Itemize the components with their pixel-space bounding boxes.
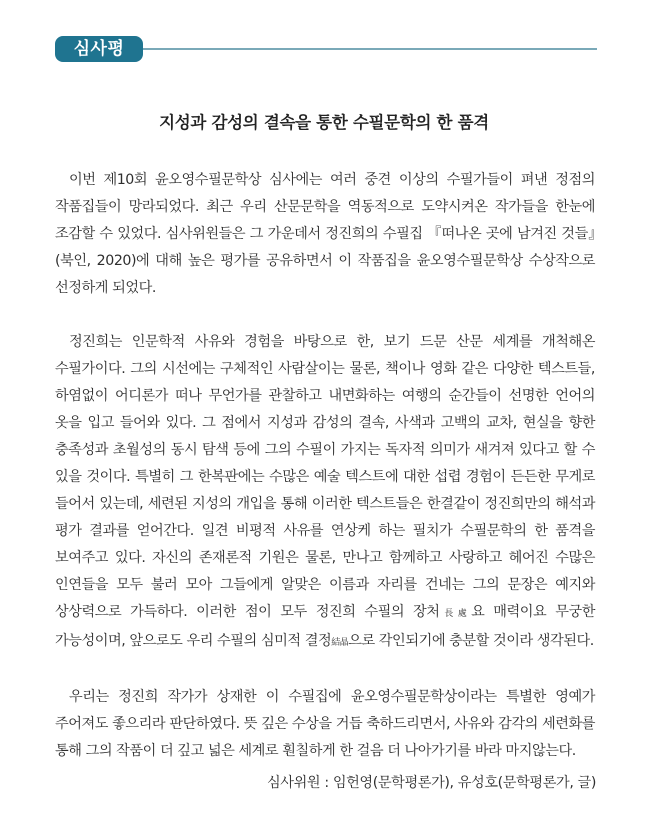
hanja-annotation: 結晶: [331, 638, 349, 648]
header-divider: [143, 48, 597, 50]
judges-signature: 심사위원 : 임헌영(문학평론가), 유성호(문학평론가, 글): [267, 775, 596, 791]
paragraph-1: 이번 제10회 윤오영수필문학상 심사에는 여러 중견 이상의 수필가들이 펴낸 정점의 작품집들이 망라되었다. 최근 우리 산문문학을 역동적으로 도약시켜온 작가들을 한눈에 조감할 수 있었다. 심사위원들은 그 가운데서 정진희의 수필집 『떠나온 곳에 남겨진 것들』(북인, 2020)에 대해 높은 평가를 공유하면서 이 작품집을 윤오영수필문학상 수상작으로 선정하게 되었다.: [55, 172, 595, 296]
article-title: 지성과 감성의 결속을 통한 수필문학의 한 품격: [159, 113, 489, 132]
section-header: [55, 36, 597, 62]
paragraph-2-text-b: 요 매력이요 무궁한 가능성이며, 앞으로도 우리 수필의 심미적 결정: [55, 604, 595, 649]
paragraph-2-text-c: 으로 각인되기에 충분할 것이라 생각된다.: [348, 633, 594, 649]
hanja-annotation: 長處: [439, 609, 472, 619]
article-body: [55, 167, 595, 792]
paragraph-2: [55, 329, 595, 657]
section-badge: 심사평: [55, 36, 143, 62]
paragraph-2-text-a: 정진희는 인문학적 사유와 경험을 바탕으로 한, 보기 드문 산문 세계를 개척해온 수필가이다. 그의 시선에는 구체적인 사람살이는 물론, 책이나 영화 같은 다양한 텍스트들, 하염없이 어디론가 떠나 무언가를 관찰하고 내면화하는 여행의 순간들이 선명한 언어의 옷을 입고 들어와 있다. 그 점에서 지성과 감성의 결속, 사색과 고백의 교차, 현실을 향한 충족성과 초월성의 동시 탐색 등에 그의 수필이 가지는 독자적 의미가 새겨져 있다고 할 수 있을 것이다. 특별히 그 한복판에는 수많은 예술 텍스트에 대한 섭렵 경험이 든든한 무게로 들어서 있는데, 세련된 지성의 개입을 통해 이러한 텍스트들은 한결같이 정진희만의 해석과 평가 결과를 얻어간다. 일견 비평적 사유를 연상케 하는 필치가 수필문학의 한 품격을 보여주고 있다. 자신의 존재론적 기원은 물론, 만나고 함께하고 사랑하고 헤어진 수많은 인연들을 모두 불러 모아 그들에게 알맞은 이름과 자리를 건네는 그의 문장은 예지와 상상력으로 가득하다. 이러한 점이 모두 정진희 수필의 장처: [55, 334, 595, 620]
paragraph-3: 우리는 정진희 작가가 상재한 이 수필집에 윤오영수필문학상이라는 특별한 영예가 주어져도 좋으리라 판단하였다. 뜻 깊은 수상을 거듭 축하드리면서, 사유와 감각의 세련화를 통해 그의 작품이 더 깊고 넓은 세계로 훤칠하게 한 걸음 더 나아가기를 바라 마지않는다.: [55, 689, 595, 759]
